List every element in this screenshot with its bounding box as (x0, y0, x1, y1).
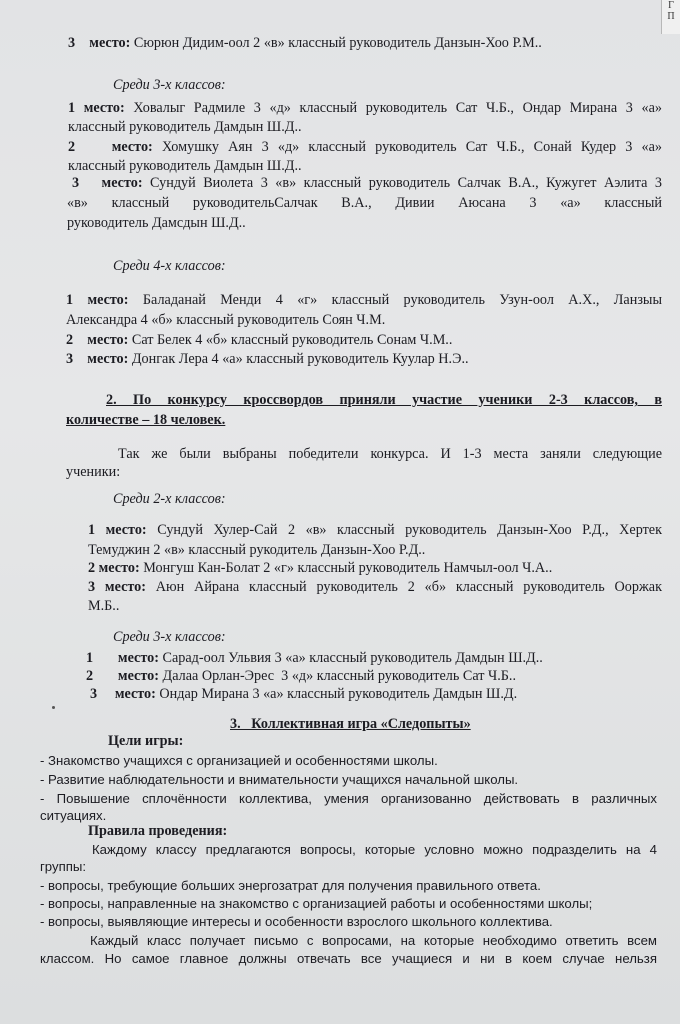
section-subheading-grade3: Среди 3-х классов: (113, 77, 226, 93)
place-label: 3 место: (90, 686, 156, 702)
page-edge-text: Г П (667, 0, 675, 22)
winner-line: 3 место: Сундуй Виолета 3 «в» классный руководитель Салчак В.А., Кужугет Аэлита 3 (72, 175, 662, 191)
winner-line: 2 место: Монгуш Кан-Болат 2 «г» классный руководитель Намчыл-оол Ч.А.. (88, 560, 553, 576)
winner-line: 2 место: Сат Белек 4 «б» классный руководитель Сонам Ч.М.. (66, 332, 453, 348)
winner-line: 3 место: Донгак Лера 4 «а» классный руководитель Куулар Н.Э.. (66, 351, 469, 367)
stray-mark (52, 706, 55, 709)
page-edge-fragment (661, 0, 680, 34)
place-label: 3 место: (66, 351, 129, 367)
place-label: 1 место: (86, 650, 159, 666)
place-label: 1 место: (68, 100, 125, 116)
winner-line-cont: руководитель Дамсдын Ш.Д.. (67, 215, 246, 231)
section-heading-crosswords-cont: количестве – 18 человек. (66, 412, 226, 428)
winner-line-cont: М.Б.. (88, 598, 120, 614)
section-subheading-grade4: Среди 4-х классов: (113, 258, 226, 274)
section-subheading-grade3-second: Среди 3-х классов: (113, 629, 226, 645)
rules-paragraph-cont: группы: (40, 859, 87, 874)
winner-line-cont: классный руководитель Дамдын Ш.Д.. (68, 158, 302, 174)
winner-line-cont: «в» классный руководительСалчак В.А., Дивии Аюсана 3 «а» классный (67, 195, 662, 211)
place-label: 1 место: (66, 292, 129, 308)
winner-line: 3 место: Ондар Мирана 3 «а» классный руководитель Дамдын Ш.Д. (90, 686, 518, 702)
place-label: 3 место: (72, 175, 143, 191)
place-label: 2 место: (68, 139, 153, 155)
winner-line: 1 место: Сарад-оол Ульвия 3 «а» классный руководитель Дамдын Ш.Д.. (86, 650, 543, 666)
section-heading-game (230, 716, 471, 733)
section-heading-game-text: 3. Коллективная игра «Следопыты» (230, 716, 471, 732)
rules-paragraph: Каждый класс получает письмо с вопросами, на которые необходимо ответить всем (90, 933, 657, 948)
paragraph-cont: ученики: (66, 464, 121, 480)
winner-line-cont: Александра 4 «б» классный руководитель Соян Ч.М. (66, 312, 386, 328)
goal-item-cont: ситуациях. (40, 808, 107, 823)
place-label: 3 место: (68, 35, 131, 51)
goal-item: - Знакомство учащихся с организацией и особенностями школы. (40, 753, 438, 768)
winner-line-cont: классный руководитель Дамдын Ш.Д.. (68, 119, 302, 135)
place-label: 2 место: (86, 668, 159, 684)
winner-line: 2 место: Далаа Орлан-Эрес 3 «д» классный руководитель Сат Ч.Б.. (86, 668, 517, 684)
goal-item: - Развитие наблюдательности и внимательности учащихся начальной школы. (40, 772, 519, 787)
goals-heading: Цели игры: (108, 733, 184, 749)
winner-line: 3 место: Аюн Айрана классный руководитель 2 «б» классный руководитель Ооржак (88, 579, 662, 595)
winner-line: 3 место: Сюрюн Дидим-оол 2 «в» классный руководитель Данзын-Хоо Р.М.. (68, 35, 542, 51)
place-label: 1 место: (88, 522, 147, 538)
paragraph: Так же были выбраны победители конкурса. И 1-3 места заняли следующие (118, 446, 662, 462)
winner-line-cont: Темуджин 2 «в» классный рукодитель Данзын-Хоо Р.Д.. (88, 542, 426, 558)
place-label: Правила проведения (88, 823, 223, 839)
question-type-item: - вопросы, требующие больших энергозатрат для получения правильного ответа. (40, 878, 541, 893)
section-subheading-grade2: Среди 2-х классов: (113, 491, 226, 507)
place-label: 2 место: (88, 560, 140, 576)
winner-line: 1 место: Сундуй Хулер-Сай 2 «в» классный руководитель Данзын-Хоо Р.Д., Хертек (88, 522, 662, 538)
question-type-item: - вопросы, направленные на знакомство с организацией работы и особенностями школы; (40, 896, 593, 911)
winner-line: 1 место: Баладанай Менди 4 «г» классный руководитель Узун-оол А.Х., Ланзыы (66, 292, 662, 308)
question-type-item: - вопросы, выявляющие интересы и особенности взрослого школьного коллектива. (40, 914, 553, 929)
place-label: 3 место: (88, 579, 146, 595)
section-heading-crosswords: 2. По конкурсу кроссвордов приняли участие ученики 2-3 классов, в (106, 392, 662, 408)
rules-paragraph: Каждому классу предлагаются вопросы, которые условно можно подразделить на 4 (92, 842, 657, 857)
goal-item: - Повышение сплочённости коллектива, умения организованно действовать в различных (40, 791, 657, 806)
rules-heading: Правила проведения: (88, 823, 228, 839)
winner-line: 2 место: Хомушку Аян 3 «д» классный руководитель Сат Ч.Б., Сонай Кудер 3 «а» (68, 139, 662, 155)
rules-paragraph-cont: классом. Но самое главное должны отвечать все учащиеся и ни в коем случае нельзя (40, 951, 657, 966)
winner-line: 1 место: Ховалыг Радмиле 3 «д» классный руководитель Сат Ч.Б., Ондар Мирана 3 «а» (68, 100, 662, 116)
place-label: 2 место: (66, 332, 129, 348)
